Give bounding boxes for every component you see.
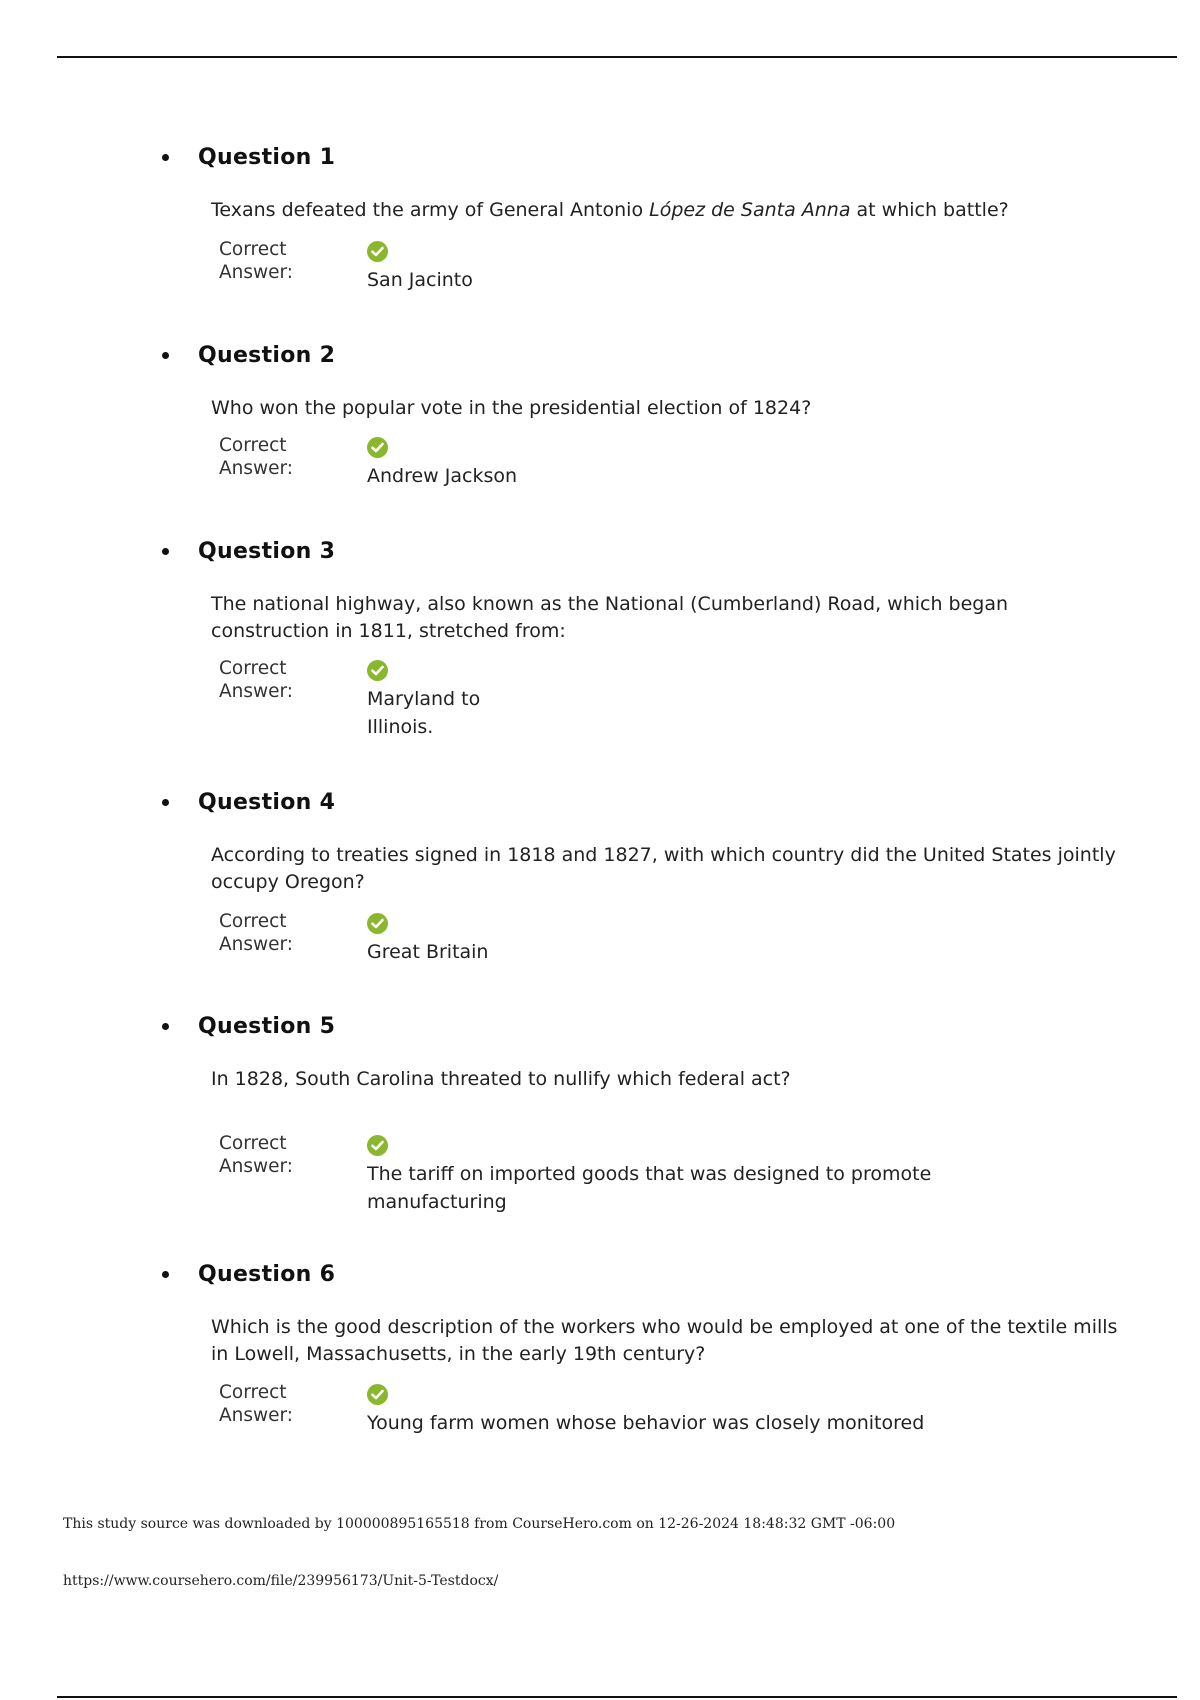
question-heading [162,343,335,368]
question-text: According to treaties signed in 1818 and 1827, with which country did the United States jointly occupy Oregon? [211,844,1116,893]
source-url[interactable]: https://www.coursehero.com/file/239956173/Unit-5-Testdocx/ [63,1573,499,1589]
check-circle-icon [367,1384,388,1405]
check-circle-icon [367,437,388,458]
correct-answer-label: Correct Answer: [219,911,294,955]
answer-text: The tariff on imported goods that was designed to promote manufacturing [367,1163,932,1213]
bullet [162,799,169,806]
download-source-note: This study source was downloaded by 100000895165518 from CourseHero.com on 12-26-2024 18:48:32 GMT -06:00 [63,1516,896,1532]
question-heading [162,1014,335,1039]
question-title: Question 3 [198,539,336,564]
question-text: Who won the popular vote in the presidential election of 1824? [211,397,812,419]
check-circle-icon [367,660,388,681]
bullet [162,1271,169,1278]
question-heading [162,790,335,815]
correct-answer-label: Correct Answer: [219,658,294,702]
answer-text: Young farm women whose behavior was closely monitored [367,1412,925,1434]
question-text: In 1828, South Carolina threated to nullify which federal act? [211,1068,791,1090]
answer-text: Great Britain [367,941,489,963]
top-rule [57,56,1177,58]
correct-answer-label: Correct Answer: [219,1133,294,1177]
question-title: Question 1 [198,145,336,170]
correct-answer-label: Correct Answer: [219,1382,294,1426]
question-heading [162,539,335,564]
question-title: Question 4 [198,790,336,815]
question-heading [162,1262,335,1287]
correct-answer-label: Correct Answer: [219,435,294,479]
question-title: Question 5 [198,1014,336,1039]
answer-text: Andrew Jackson [367,465,518,487]
bottom-rule [57,1696,1177,1698]
bullet [162,154,169,161]
italic-name: López de Santa Anna [649,199,851,221]
check-circle-icon [367,913,388,934]
question-title: Question 2 [198,343,336,368]
answer-text: San Jacinto [367,269,473,291]
bullet [162,1023,169,1030]
question-title: Question 6 [198,1262,336,1287]
correct-answer-label: Correct Answer: [219,239,294,283]
bullet [162,548,169,555]
answer-text: Maryland to Illinois. [367,688,481,738]
check-circle-icon [367,1135,388,1156]
question-text: Which is the good description of the workers who would be employed at one of the textile mills in Lowell, Massachusetts, in the early 19th century? [211,1316,1118,1365]
bullet [162,352,169,359]
question-text: Texans defeated the army of General Antonio López de Santa Anna at which battle? [211,199,1009,221]
check-circle-icon [367,241,388,262]
question-text: The national highway, also known as the National (Cumberland) Road, which began construction in 1811, stretched from: [211,593,1009,642]
question-heading [162,145,335,170]
